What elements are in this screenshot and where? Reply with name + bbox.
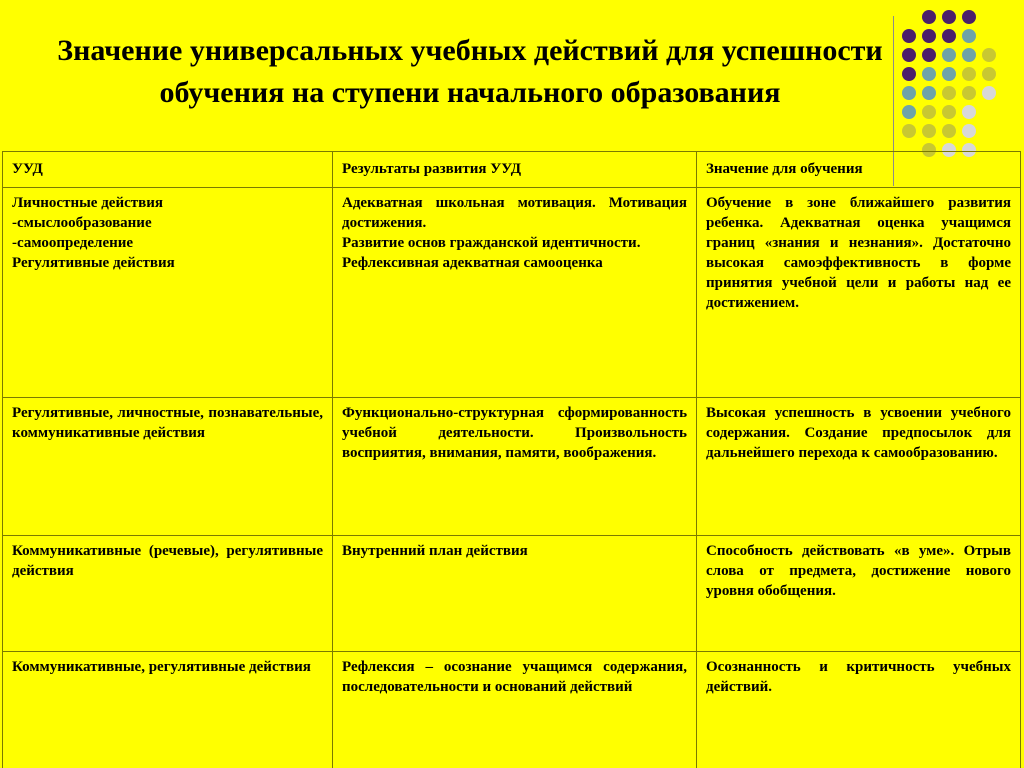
cell-text: Регулятивные, личностные, познавательные, коммуникативные действия: [12, 405, 323, 441]
cell-uud: [3, 652, 333, 768]
cell-text: Осознанность и критичность учебных действий.: [706, 659, 1011, 695]
decorative-dot: [982, 48, 996, 62]
cell-text: Рефлексия – осознание учащимся содержания, последовательности и оснований действий: [342, 659, 687, 695]
cell-text: Обучение в зоне ближайшего развития ребенка. Адекватная оценка учащимся границ «знания и незнания». Достаточно высокая самоэффективность в форме принятия учебной цели и работы над ее достижением.: [706, 195, 1011, 311]
decorative-dot: [902, 124, 916, 138]
cell-text: Способность действовать «в уме». Отрыв слова от предмета, достижение нового уровня обобщения.: [706, 543, 1011, 599]
decorative-dot: [942, 29, 956, 43]
decorative-dot: [902, 67, 916, 81]
decorative-dot: [962, 48, 976, 62]
decorative-dot: [902, 105, 916, 119]
cell-meaning: [697, 536, 1021, 652]
decorative-dot: [962, 10, 976, 24]
header-uud: УУД: [3, 152, 333, 188]
decorative-dot: [962, 124, 976, 138]
decorative-dot: [922, 124, 936, 138]
header-meaning: Значение для обучения: [697, 152, 1021, 188]
decorative-dot: [922, 29, 936, 43]
decorative-dot: [962, 29, 976, 43]
decorative-dot: [922, 48, 936, 62]
uud-table: [2, 151, 1021, 768]
table-row: [3, 536, 1021, 652]
decorative-dot: [942, 48, 956, 62]
cell-results: [333, 536, 697, 652]
slide-title: Значение универсальных учебных действий для успешности обучения на ступени начального образования: [57, 34, 883, 109]
cell-uud: [3, 188, 333, 398]
cell-text: Внутренний план действия: [342, 543, 528, 559]
decorative-dot: [922, 86, 936, 100]
decorative-dot: [902, 29, 916, 43]
cell-uud: [3, 536, 333, 652]
table-row: [3, 398, 1021, 536]
decorative-dot: [922, 10, 936, 24]
decorative-dot: [922, 105, 936, 119]
cell-results: [333, 652, 697, 768]
table-row: [3, 652, 1021, 768]
cell-results: [333, 398, 697, 536]
cell-results: [333, 188, 697, 398]
decorative-dot: [942, 10, 956, 24]
cell-text: Адекватная школьная мотивация. Мотивация достижения.: [342, 195, 687, 231]
cell-text: Регулятивные действия: [12, 255, 175, 271]
cell-meaning: [697, 652, 1021, 768]
cell-text: -самоопределение: [12, 235, 134, 251]
cell-text: Личностные действия: [12, 195, 163, 211]
header-results: Результаты развития УУД: [333, 152, 697, 188]
cell-text: Коммуникативные, регулятивные действия: [12, 659, 311, 675]
decorative-dot: [982, 67, 996, 81]
cell-text: -смыслообразование: [12, 215, 152, 231]
decorative-dot: [982, 86, 996, 100]
decorative-dot-grid: [902, 10, 1022, 170]
decorative-dot: [962, 67, 976, 81]
decorative-dot: [902, 86, 916, 100]
cell-text: Развитие основ гражданской идентичности.: [342, 235, 641, 251]
cell-text: Коммуникативные (речевые), регулятивные действия: [12, 543, 323, 579]
cell-text: Функционально-структурная сформированность учебной деятельности. Произвольность восприятия, внимания, памяти, воображения.: [342, 405, 687, 461]
cell-uud: [3, 398, 333, 536]
cell-meaning: [697, 188, 1021, 398]
decorative-dot: [962, 86, 976, 100]
decorative-dot: [922, 67, 936, 81]
decorative-dot: [942, 105, 956, 119]
table-row: [3, 188, 1021, 398]
cell-text: Высокая успешность в усвоении учебного содержания. Создание предпосылок для дальнейшего перехода к самообразованию.: [706, 405, 1011, 461]
table-header-row: [3, 152, 1021, 188]
cell-meaning: [697, 398, 1021, 536]
decorative-dot: [942, 124, 956, 138]
decorative-dot: [962, 105, 976, 119]
cell-text: Рефлексивная адекватная самооценка: [342, 255, 603, 271]
decorative-dot: [942, 67, 956, 81]
decorative-dot: [942, 86, 956, 100]
decorative-dot: [902, 48, 916, 62]
